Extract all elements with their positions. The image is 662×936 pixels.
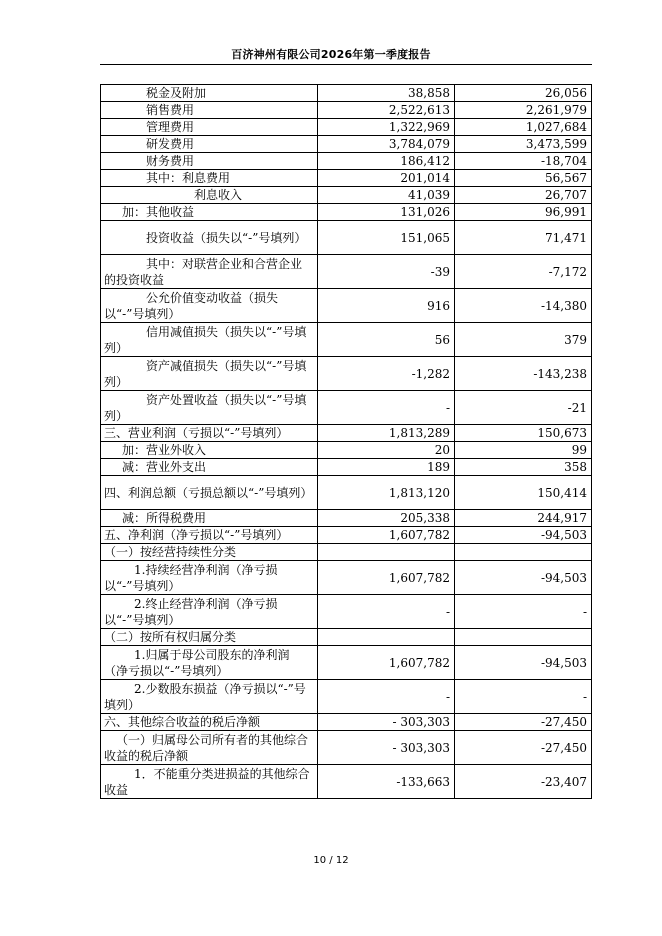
current-period-value: - (318, 680, 455, 714)
table-row (101, 255, 592, 289)
prior-period-value: 244,917 (455, 510, 592, 527)
row-label: （二）按所有权归属分类 (101, 629, 318, 646)
table-row (101, 765, 592, 799)
income-statement-table (100, 84, 592, 799)
table-row (101, 476, 592, 510)
row-label: 信用减值损失（损失以“-”号填列） (101, 323, 318, 357)
current-period-value: 41,039 (318, 187, 455, 204)
prior-period-value: -7,172 (455, 255, 592, 289)
current-period-value: 1,813,289 (318, 425, 455, 442)
table-row (101, 102, 592, 119)
table-row (101, 391, 592, 425)
table-row (101, 119, 592, 136)
row-label: 财务费用 (101, 153, 318, 170)
row-label: 其中：对联营企业和合营企业的投资收益 (101, 255, 318, 289)
table-row (101, 153, 592, 170)
current-period-value: 201,014 (318, 170, 455, 187)
prior-period-value: 358 (455, 459, 592, 476)
row-label: 六、其他综合收益的税后净额 (101, 714, 318, 731)
row-label: 销售费用 (101, 102, 318, 119)
table-row (101, 357, 592, 391)
row-label: 1.持续经营净利润（净亏损以“-”号填列） (101, 561, 318, 595)
row-label: 管理费用 (101, 119, 318, 136)
row-label: 利息收入 (101, 187, 318, 204)
row-label: 五、净利润（净亏损以“-”号填列） (101, 527, 318, 544)
prior-period-value: -94,503 (455, 527, 592, 544)
prior-period-value: 150,414 (455, 476, 592, 510)
row-label: 1.归属于母公司股东的净利润（净亏损以“-”号填列） (101, 646, 318, 680)
table-row (101, 187, 592, 204)
table-row (101, 680, 592, 714)
current-period-value: 1,607,782 (318, 646, 455, 680)
prior-period-value: 71,471 (455, 221, 592, 255)
table-row (101, 204, 592, 221)
current-period-value: 131,026 (318, 204, 455, 221)
prior-period-value: 379 (455, 323, 592, 357)
prior-period-value: -21 (455, 391, 592, 425)
prior-period-value: -14,380 (455, 289, 592, 323)
prior-period-value: 1,027,684 (455, 119, 592, 136)
prior-period-value: -23,407 (455, 765, 592, 799)
current-period-value: 186,412 (318, 153, 455, 170)
current-period-value: 2,522,613 (318, 102, 455, 119)
current-period-value (318, 544, 455, 561)
row-label: （一）按经营持续性分类 (101, 544, 318, 561)
row-label: 税金及附加 (101, 85, 318, 102)
prior-period-value: -27,450 (455, 731, 592, 765)
page-number: 10 / 12 (313, 855, 349, 866)
prior-period-value (455, 629, 592, 646)
table-row (101, 85, 592, 102)
prior-period-value: 2,261,979 (455, 102, 592, 119)
current-period-value: 1,607,782 (318, 561, 455, 595)
row-label: 其中：利息费用 (101, 170, 318, 187)
current-period-value: 1,322,969 (318, 119, 455, 136)
row-label: 2.终止经营净利润（净亏损以“-”号填列） (101, 595, 318, 629)
current-period-value: 151,065 (318, 221, 455, 255)
current-period-value: 56 (318, 323, 455, 357)
table-row (101, 510, 592, 527)
table-row (101, 646, 592, 680)
prior-period-value: -143,238 (455, 357, 592, 391)
table-row (101, 289, 592, 323)
row-label: 三、营业利润（亏损以“-”号填列） (101, 425, 318, 442)
row-label: 加：其他收益 (101, 204, 318, 221)
table-row (101, 561, 592, 595)
report-title: 百济神州有限公司2026年第一季度报告 (231, 48, 431, 61)
table-row (101, 544, 592, 561)
prior-period-value: - (455, 680, 592, 714)
table-row (101, 221, 592, 255)
row-label: 减：所得税费用 (101, 510, 318, 527)
current-period-value: -1,282 (318, 357, 455, 391)
current-period-value: 3,784,079 (318, 136, 455, 153)
current-period-value: 20 (318, 442, 455, 459)
prior-period-value: 56,567 (455, 170, 592, 187)
prior-period-value: -94,503 (455, 646, 592, 680)
prior-period-value: 150,673 (455, 425, 592, 442)
row-label: 资产处置收益（损失以“-”号填列） (101, 391, 318, 425)
table-row (101, 629, 592, 646)
prior-period-value: 26,056 (455, 85, 592, 102)
prior-period-value: 96,991 (455, 204, 592, 221)
prior-period-value: - (455, 595, 592, 629)
table-row (101, 527, 592, 544)
prior-period-value: -27,450 (455, 714, 592, 731)
row-label: 四、利润总额（亏损总额以“-”号填列） (101, 476, 318, 510)
header-divider (100, 64, 592, 65)
table-row (101, 425, 592, 442)
row-label: 研发费用 (101, 136, 318, 153)
table-row (101, 170, 592, 187)
row-label: 加：营业外收入 (101, 442, 318, 459)
row-label: 减：营业外支出 (101, 459, 318, 476)
current-period-value: - 303,303 (318, 731, 455, 765)
table-row (101, 731, 592, 765)
prior-period-value: 99 (455, 442, 592, 459)
current-period-value: 38,858 (318, 85, 455, 102)
row-label: 2.少数股东损益（净亏损以“-”号填列） (101, 680, 318, 714)
row-label: 公允价值变动收益（损失以“-”号填列） (101, 289, 318, 323)
current-period-value: 205,338 (318, 510, 455, 527)
current-period-value: -39 (318, 255, 455, 289)
table-row (101, 459, 592, 476)
current-period-value: - (318, 391, 455, 425)
current-period-value: - 303,303 (318, 714, 455, 731)
row-label: 投资收益（损失以“-”号填列） (101, 221, 318, 255)
prior-period-value: -94,503 (455, 561, 592, 595)
current-period-value: 1,607,782 (318, 527, 455, 544)
table-row (101, 595, 592, 629)
table-row (101, 323, 592, 357)
table-row (101, 136, 592, 153)
row-label: 资产减值损失（损失以“-”号填列） (101, 357, 318, 391)
current-period-value (318, 629, 455, 646)
table-row (101, 442, 592, 459)
income-statement-body (101, 85, 592, 799)
row-label: （一）归属母公司所有者的其他综合收益的税后净额 (101, 731, 318, 765)
prior-period-value: 3,473,599 (455, 136, 592, 153)
prior-period-value (455, 544, 592, 561)
current-period-value: 916 (318, 289, 455, 323)
table-row (101, 714, 592, 731)
current-period-value: - (318, 595, 455, 629)
prior-period-value: -18,704 (455, 153, 592, 170)
current-period-value: -133,663 (318, 765, 455, 799)
current-period-value: 1,813,120 (318, 476, 455, 510)
row-label: 1．不能重分类进损益的其他综合收益 (101, 765, 318, 799)
current-period-value: 189 (318, 459, 455, 476)
prior-period-value: 26,707 (455, 187, 592, 204)
